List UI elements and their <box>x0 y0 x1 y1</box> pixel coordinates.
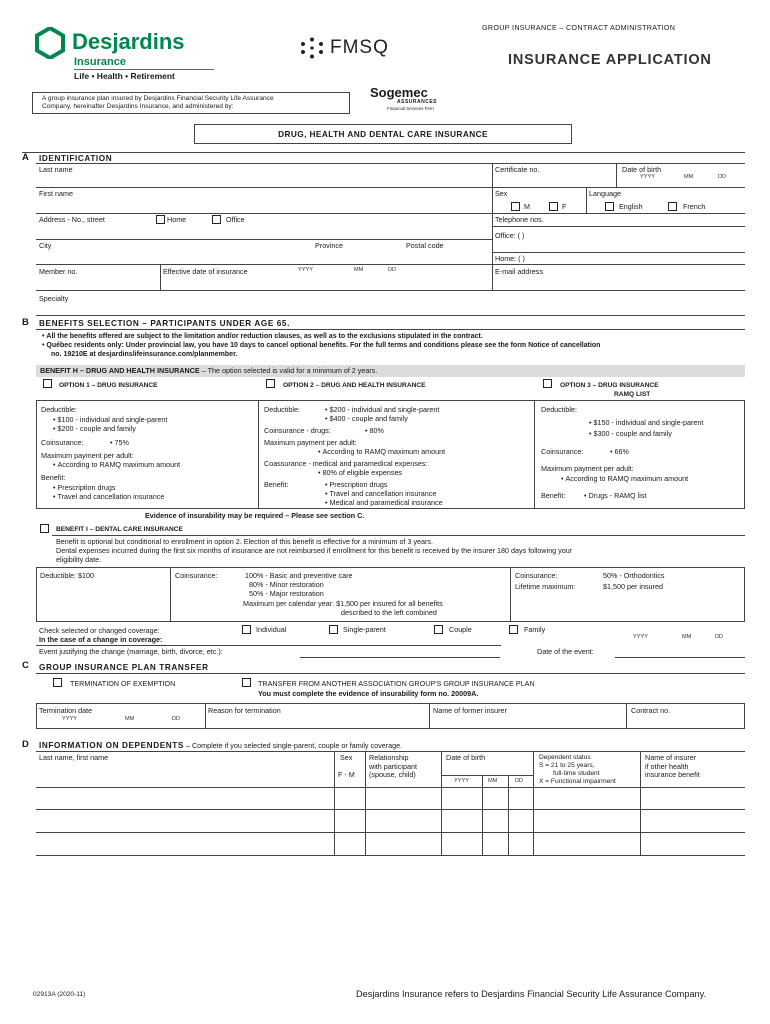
english-label: English <box>619 202 643 211</box>
option-2-label: OPTION 2 – DRUG AND HEALTH INSURANCE <box>283 382 426 389</box>
reason-label: Reason for termination <box>208 706 281 715</box>
effective-yyyy: YYYY <box>298 267 313 273</box>
benefits-note-2b: no. 19210E at desjardinslifeinsurance.com/planmember. <box>51 351 238 358</box>
section-b-title: BENEFITS SELECTION – PARTICIPANTS UNDER AGE 65. <box>39 319 290 328</box>
transfer-checkbox[interactable] <box>242 678 251 687</box>
benefit-h-bar <box>36 365 745 377</box>
family-label: Family <box>524 625 546 634</box>
member-label: Member no. <box>39 267 78 276</box>
home-phone-field[interactable] <box>590 253 745 264</box>
dep-fm-header: F - M <box>338 770 355 779</box>
term-yyyy: YYYY <box>62 716 77 722</box>
opt1-coinsurance: Coinsurance: <box>41 438 84 447</box>
document-title: INSURANCE APPLICATION <box>508 52 712 68</box>
opt3-max: Maximum payment per adult: <box>541 464 634 473</box>
sogemec-name: Sogemec <box>370 85 428 100</box>
fmsq-name: FMSQ <box>330 37 389 58</box>
top-label: GROUP INSURANCE – CONTRACT ADMINISTRATION <box>482 23 676 32</box>
dep-mm: MM <box>488 778 498 784</box>
dep-other-1: Name of insurer <box>645 753 697 762</box>
certificate-field[interactable] <box>492 174 616 187</box>
province-label: Province <box>315 241 343 250</box>
date-event-label: Date of the event: <box>537 647 594 656</box>
sex-label: Sex <box>495 189 508 198</box>
effective-date-field[interactable] <box>280 276 492 290</box>
opt2-coass-value: • 80% of eligible expenses <box>318 469 402 477</box>
opt3-benefit: Benefit: <box>541 491 566 500</box>
french-label: French <box>683 202 706 211</box>
dob-dd: DD <box>718 174 727 180</box>
opt1-benefit-2: • Travel and cancellation insurance <box>53 493 164 501</box>
former-insurer-field[interactable] <box>430 716 625 728</box>
opt3-benefit-1: • Drugs - RAMQ list <box>584 492 646 500</box>
email-label: E-mail address <box>495 267 543 276</box>
dep-dob-header: Date of birth <box>446 753 486 762</box>
section-b-letter: B <box>22 317 29 328</box>
option-1-label: OPTION 1 – DRUG INSURANCE <box>59 382 158 389</box>
last-name-field[interactable] <box>36 174 492 187</box>
dep-status-2: S = 21 to 25 years, <box>539 762 595 769</box>
termination-label: TERMINATION OF EXEMPTION <box>70 679 176 688</box>
plan-note-box <box>32 92 350 114</box>
french-checkbox[interactable] <box>668 202 677 211</box>
couple-label: Couple <box>449 625 472 634</box>
banner-text: DRUG, HEALTH AND DENTAL CARE INSURANCE <box>278 129 488 139</box>
opt2-coassurance: Coassurance - medical and paramedical expenses: <box>264 459 428 468</box>
opt2-benefit-2: • Travel and cancellation insurance <box>325 490 436 498</box>
opt1-deductible: Deductible: <box>41 405 77 414</box>
opt2-deductible: Deductible: <box>264 405 300 414</box>
benefit-i-checkbox[interactable] <box>40 524 49 533</box>
option-3-label-b: RAMQ LIST <box>614 391 651 398</box>
opt2-benefit-3: • Medical and paramedical insurance <box>325 499 443 507</box>
section-c-title: GROUP INSURANCE PLAN TRANSFER <box>39 663 209 672</box>
dots-logo-icon <box>300 37 324 59</box>
benefits-note-2: • Québec residents only: Under provincial law, you have 10 days to cancel optional benefits. For the full terms and conditions please see the form Notice of cancellation <box>42 342 600 350</box>
couple-checkbox[interactable] <box>434 625 443 634</box>
office-address-label: Office <box>226 215 245 224</box>
opt1-max-value: • According to RAMQ maximum amount <box>53 461 180 469</box>
brand-name: Desjardins <box>72 29 185 54</box>
benefit-i-title: BENEFIT I – DENTAL CARE INSURANCE <box>56 526 183 533</box>
contract-label: Contract no. <box>631 706 671 715</box>
transfer-label: TRANSFER FROM ANOTHER ASSOCIATION GROUP'S GROUP INSURANCE PLAN <box>258 679 535 688</box>
effective-dd: DD <box>388 267 397 273</box>
form-code: 02913A (2020-11) <box>33 991 86 998</box>
opt3-deductible: Deductible: <box>541 405 577 414</box>
option-1-checkbox[interactable] <box>43 379 52 388</box>
individual-label: Individual <box>256 625 287 634</box>
opt3-coins-value: • 66% <box>610 448 629 456</box>
option-2-checkbox[interactable] <box>266 379 275 388</box>
email-field[interactable] <box>492 276 745 290</box>
opt1-ded-1: • $100 - individual and single-parent <box>53 416 167 424</box>
dob-label: Date of birth <box>622 165 662 174</box>
evidence-note: Evidence of insurability may be required – Please see section C. <box>145 511 365 520</box>
lifetime-label: Lifetime maximum: <box>515 582 576 591</box>
section-a-letter: A <box>22 152 29 163</box>
effective-date-label: Effective date of insurance <box>163 267 248 276</box>
option-3-label: OPTION 3 – DRUG INSURANCE <box>560 382 659 389</box>
footer-note: Desjardins Insurance refers to Desjardins Financial Security Life Assurance Company. <box>356 989 707 999</box>
title-banner <box>194 124 572 144</box>
individual-checkbox[interactable] <box>242 625 251 634</box>
home-address-label: Home <box>167 215 187 224</box>
english-checkbox[interactable] <box>605 202 614 211</box>
opt2-ded-2: • $400 - couple and family <box>325 415 408 423</box>
contract-field[interactable] <box>627 716 744 728</box>
term-dd: DD <box>172 716 181 722</box>
dental-deductible: Deductible: $100 <box>40 571 94 580</box>
opt3-max-value: • According to RAMQ maximum amount <box>561 475 688 483</box>
dental-coins-4: Maximum per calendar year: $1,500 per insured for all benefits <box>243 599 443 608</box>
city-label: City <box>39 241 52 250</box>
dob-mm: MM <box>684 174 694 180</box>
section-c-letter: C <box>22 660 29 671</box>
dep-status-3: full-time student <box>553 770 600 777</box>
termination-date-label: Termination date <box>39 706 93 715</box>
dependent-row-3[interactable] <box>36 833 745 855</box>
member-field[interactable] <box>36 276 160 290</box>
event-field[interactable] <box>300 647 500 658</box>
hexagon-logo-icon <box>34 27 66 59</box>
dep-status-1: Dependent status <box>539 754 591 761</box>
dep-other-3: insurance benefit <box>645 770 700 779</box>
ortho-coinsurance: Coinsurance: <box>515 571 558 580</box>
certificate-label: Certificate no. <box>495 165 540 174</box>
brand-sub: Insurance <box>74 56 126 68</box>
dental-coins-3: 50% - Major restoration <box>249 589 324 598</box>
single-parent-label: Single-parent <box>343 625 386 634</box>
specialty-label: Specialty <box>39 294 69 303</box>
plan-note-line1: A group insurance plan insured by Desjardins Financial Security Life Assurance <box>42 95 274 102</box>
city-field[interactable] <box>36 250 492 264</box>
single-parent-checkbox[interactable] <box>329 625 338 634</box>
benefit-i-note-2: Dental expenses incurred during the first six months of insurance are not reimbursed if enrollment for this benefit is received by the insurer 180 days following your <box>56 546 573 555</box>
office-address-checkbox[interactable] <box>212 215 221 224</box>
home-phone-label: Home: ( ) <box>495 254 525 263</box>
section-d-letter: D <box>22 739 29 750</box>
opt1-benefit: Benefit: <box>41 473 66 482</box>
dob-yyyy: YYYY <box>640 174 655 180</box>
date-event-field[interactable] <box>615 646 745 658</box>
event-yyyy: YYYY <box>633 634 648 640</box>
language-label: Language <box>589 189 621 198</box>
change-coverage-label: In the case of a change in coverage: <box>39 635 163 644</box>
dental-coins-1: 100% - Basic and preventive care <box>245 571 353 580</box>
office-phone-label: Office: ( ) <box>495 231 525 240</box>
termination-checkbox[interactable] <box>53 678 62 687</box>
benefits-note-1: • All the benefits offered are subject to the limitation and/or reduction clauses, as well as to the exclusions stipulated in the contract. <box>42 333 483 341</box>
family-checkbox[interactable] <box>509 625 518 634</box>
ortho-value: 50% - Orthodontics <box>603 571 665 580</box>
sogemec-sub: ASSURANCES <box>397 99 438 105</box>
first-name-field[interactable] <box>36 198 492 213</box>
event-mm: MM <box>682 634 692 640</box>
dental-coins-5: described to the left combined <box>341 608 437 617</box>
address-label: Address - No., street <box>39 215 105 224</box>
opt2-benefit-1: • Prescription drugs <box>325 481 387 489</box>
sex-f-checkbox[interactable] <box>549 202 558 211</box>
benefit-i-note-3: eligibility date. <box>56 555 102 564</box>
dep-other-2: if other health <box>645 762 689 771</box>
sex-f-label: F <box>562 202 567 211</box>
dep-rel-header-2: with participant <box>369 762 417 771</box>
dep-yyyy: YYYY <box>454 778 469 784</box>
option-3-checkbox[interactable] <box>543 379 552 388</box>
dep-name-header: Last name, first name <box>39 753 109 762</box>
dependent-row-2[interactable] <box>36 810 745 832</box>
opt2-ded-1: • $200 - individual and single-parent <box>325 406 439 414</box>
plan-note-line2: Company, hereinafter Desjardins Insurance, and administered by: <box>42 103 234 110</box>
opt1-ded-2: • $200 - couple and family <box>53 425 136 433</box>
event-dd: DD <box>715 634 724 640</box>
dep-rel-header-3: (spouse, child) <box>369 770 416 779</box>
dependent-row-1[interactable] <box>36 788 745 809</box>
opt3-ded-1: • $150 - individual and single-parent <box>589 419 703 427</box>
dob-field[interactable] <box>616 178 745 187</box>
opt2-benefit: Benefit: <box>264 480 289 489</box>
benefit-h-title: BENEFIT H – DRUG AND HEALTH INSURANCE – The option selected is valid for a minimum of 2 years. <box>40 366 378 375</box>
dep-dd: DD <box>515 778 524 784</box>
section-d-title: INFORMATION ON DEPENDENTS – Complete if you selected single-parent, couple or family coverage. <box>39 741 403 750</box>
event-label: Event justifying the change (marriage, birth, divorce, etc.): <box>39 647 223 656</box>
opt3-coinsurance: Coinsurance: <box>541 447 584 456</box>
opt3-ded-2: • $300 - couple and family <box>589 430 672 438</box>
dep-status-4: X = Functional impairment <box>539 778 616 785</box>
address-field[interactable] <box>36 225 492 239</box>
opt1-benefit-1: • Prescription drugs <box>53 484 115 492</box>
term-mm: MM <box>125 716 135 722</box>
benefit-i-note-1: Benefit is optional but conditional to enrollment in option 2. Election of this benefit is effective for a minimum of 3 years. <box>56 537 434 546</box>
telephone-label: Telephone nos. <box>495 215 544 224</box>
first-name-label: First name <box>39 189 73 198</box>
opt2-coinsurance: Coinsurance - drugs: <box>264 426 331 435</box>
home-address-checkbox[interactable] <box>156 215 165 224</box>
former-insurer-label: Name of former insurer <box>433 706 507 715</box>
transfer-note: You must complete the evidence of insurability form no. 20009A. <box>258 689 479 698</box>
dep-rel-header-1: Relationship <box>369 753 409 762</box>
sogemec-sub2: Financial Services Firm <box>387 106 434 111</box>
last-name-label: Last name <box>39 165 73 174</box>
opt2-max-value: • According to RAMQ maximum amount <box>318 448 445 456</box>
lifetime-value: $1,500 per insured <box>603 582 663 591</box>
reason-field[interactable] <box>206 716 428 728</box>
sex-m-checkbox[interactable] <box>511 202 520 211</box>
opt1-max: Maximum payment per adult: <box>41 451 134 460</box>
sex-m-label: M <box>524 202 530 211</box>
office-phone-field[interactable] <box>590 228 745 240</box>
dental-coins-2: 80% - Minor restoration <box>249 580 324 589</box>
opt2-max: Maximum payment per adult: <box>264 438 357 447</box>
tagline: Life • Health • Retirement <box>74 71 175 81</box>
opt1-coins-value: • 75% <box>110 439 129 447</box>
specialty-field[interactable] <box>36 303 745 315</box>
dep-sex-header: Sex <box>340 753 353 762</box>
postal-code-label: Postal code <box>406 241 444 250</box>
dental-coinsurance: Coinsurance: <box>175 571 218 580</box>
effective-mm: MM <box>354 267 364 273</box>
opt2-coins-value: • 80% <box>365 427 384 435</box>
section-a-title: IDENTIFICATION <box>39 154 113 163</box>
check-coverage-label: Check selected or changed coverage: <box>39 626 160 635</box>
